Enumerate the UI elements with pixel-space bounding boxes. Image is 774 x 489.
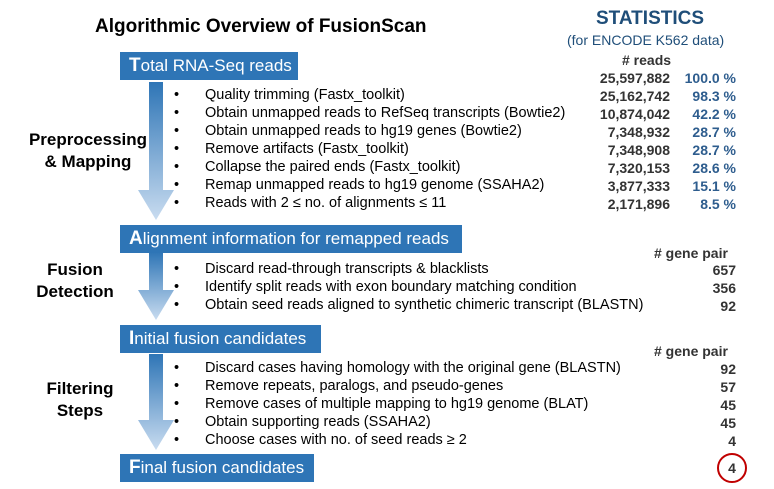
bullet-icon: • [174, 396, 180, 412]
step-text: Collapse the paired ends (Fastx_toolkit) [205, 159, 461, 175]
bullet-icon: • [174, 297, 180, 313]
reads-percent: 15.1 % [692, 178, 736, 194]
section-label-line: Preprocessing [28, 130, 148, 149]
bullet-icon: • [174, 378, 180, 394]
list-item [174, 279, 577, 295]
gene-pair-count: 57 [720, 379, 736, 395]
gene-pair-count: 4 [728, 433, 736, 449]
reads-percent: 98.3 % [692, 88, 736, 104]
bullet-icon: • [174, 87, 180, 103]
stage-alignment-info [120, 225, 462, 253]
step-text: Obtain unmapped reads to RefSeq transcripts (Bowtie2) [205, 105, 566, 121]
bullet-icon: • [174, 279, 180, 295]
bullet-icon: • [174, 261, 180, 277]
list-item [174, 432, 467, 448]
step-text: Remove artifacts (Fastx_toolkit) [205, 141, 409, 157]
gene-pair-count: 45 [720, 415, 736, 431]
reads-percent: 42.2 % [692, 106, 736, 122]
gene-pair-count: 92 [720, 298, 736, 314]
stage-label: inal fusion candidates [140, 458, 305, 477]
bullet-icon: • [174, 414, 180, 430]
list-item [174, 87, 405, 103]
gene-pair-count: 92 [720, 361, 736, 377]
step-text: Remove cases of multiple mapping to hg19 genome (BLAT) [205, 396, 589, 412]
reads-percent: 8.5 % [700, 196, 736, 212]
statistics-title: STATISTICS [596, 8, 705, 29]
stage-initial-candidates [120, 325, 321, 353]
stage-label: lignment information for remapped reads [142, 229, 449, 248]
step-text: Identify split reads with exon boundary matching condition [205, 279, 577, 295]
statistics-subtitle: (for ENCODE K562 data) [567, 32, 725, 48]
stage-initial: T [129, 55, 141, 76]
list-item [174, 195, 446, 211]
reads-count: 7,348,908 [607, 142, 670, 158]
step-text: Reads with 2 ≤ no. of alignments ≤ 11 [205, 195, 447, 211]
bullet-icon: • [174, 195, 180, 211]
list-item [174, 396, 588, 412]
stage-initial: A [129, 228, 143, 249]
bullet-icon: • [174, 360, 180, 376]
step-text: Obtain unmapped reads to hg19 genes (Bowtie2) [205, 123, 522, 139]
stage-label: nitial fusion candidates [134, 329, 307, 348]
section-fusion-detection [30, 259, 120, 303]
bullet-icon: • [174, 159, 180, 175]
arrow-down-icon [138, 252, 174, 320]
step-text: Obtain supporting reads (SSAHA2) [205, 414, 431, 430]
reads-count: 7,348,932 [607, 124, 670, 140]
bullet-icon: • [174, 105, 180, 121]
stage-total-reads [120, 52, 298, 80]
reads-count: 2,171,896 [607, 196, 670, 212]
list-item [174, 177, 544, 193]
reads-count: 3,877,333 [607, 178, 670, 194]
list-item [174, 414, 431, 430]
list-item [174, 159, 461, 175]
step-text: Discard cases having homology with the original gene (BLASTN) [205, 360, 621, 376]
step-text: Remove repeats, paralogs, and pseudo-genes [205, 378, 504, 394]
gene-pair-count: 356 [712, 280, 736, 296]
bullet-icon: • [174, 432, 180, 448]
section-label-line: Detection [36, 282, 114, 301]
section-label-line: Filtering [46, 379, 114, 398]
reads-column-header: # reads [622, 52, 672, 68]
list-item [174, 141, 409, 157]
list-item [174, 360, 621, 376]
reads-percent: 28.6 % [692, 160, 736, 176]
step-text: Quality trimming (Fastx_toolkit) [205, 87, 405, 103]
reads-count: 25,162,742 [599, 88, 670, 104]
stage-final-candidates [120, 454, 314, 482]
section-label-line: Steps [56, 401, 104, 420]
step-text: Remap unmapped reads to hg19 genome (SSAHA2) [205, 177, 545, 193]
step-text: Obtain seed reads aligned to synthetic chimeric transcript (BLASTN) [205, 297, 644, 313]
stage-initial: F [129, 457, 141, 478]
total-reads-count: 25,597,882 [599, 70, 670, 86]
list-item [174, 261, 489, 277]
bullet-icon: • [174, 141, 180, 157]
reads-count: 7,320,153 [607, 160, 670, 176]
gene-pair-count: 657 [712, 262, 736, 278]
reads-percent: 28.7 % [692, 142, 736, 158]
final-count-circle: 4 [717, 453, 747, 483]
list-item [174, 297, 643, 313]
stage-label: otal RNA-Seq reads [140, 56, 292, 75]
list-item [174, 123, 522, 139]
reads-count: 10,874,042 [599, 106, 670, 122]
page-title: Algorithmic Overview of FusionScan [95, 16, 427, 37]
section-label-line: & Mapping [44, 152, 132, 171]
gene-pair-count: 45 [720, 397, 736, 413]
stage-initial: I [129, 328, 135, 349]
reads-percent: 28.7 % [692, 124, 736, 140]
gene-pair-column-header: # gene pair [654, 343, 728, 359]
section-filtering [30, 378, 130, 422]
section-label-line: Fusion [47, 260, 103, 279]
bullet-icon: • [174, 177, 180, 193]
gene-pair-column-header: # gene pair [654, 245, 728, 261]
list-item [174, 378, 503, 394]
total-reads-percent: 100.0 % [684, 70, 736, 86]
step-text: Discard read-through transcripts & blacklists [205, 261, 489, 277]
section-preprocessing [18, 129, 158, 173]
step-text: Choose cases with no. of seed reads ≥ 2 [205, 432, 467, 448]
arrow-down-icon [138, 354, 174, 450]
bullet-icon: • [174, 123, 180, 139]
list-item [174, 105, 565, 121]
